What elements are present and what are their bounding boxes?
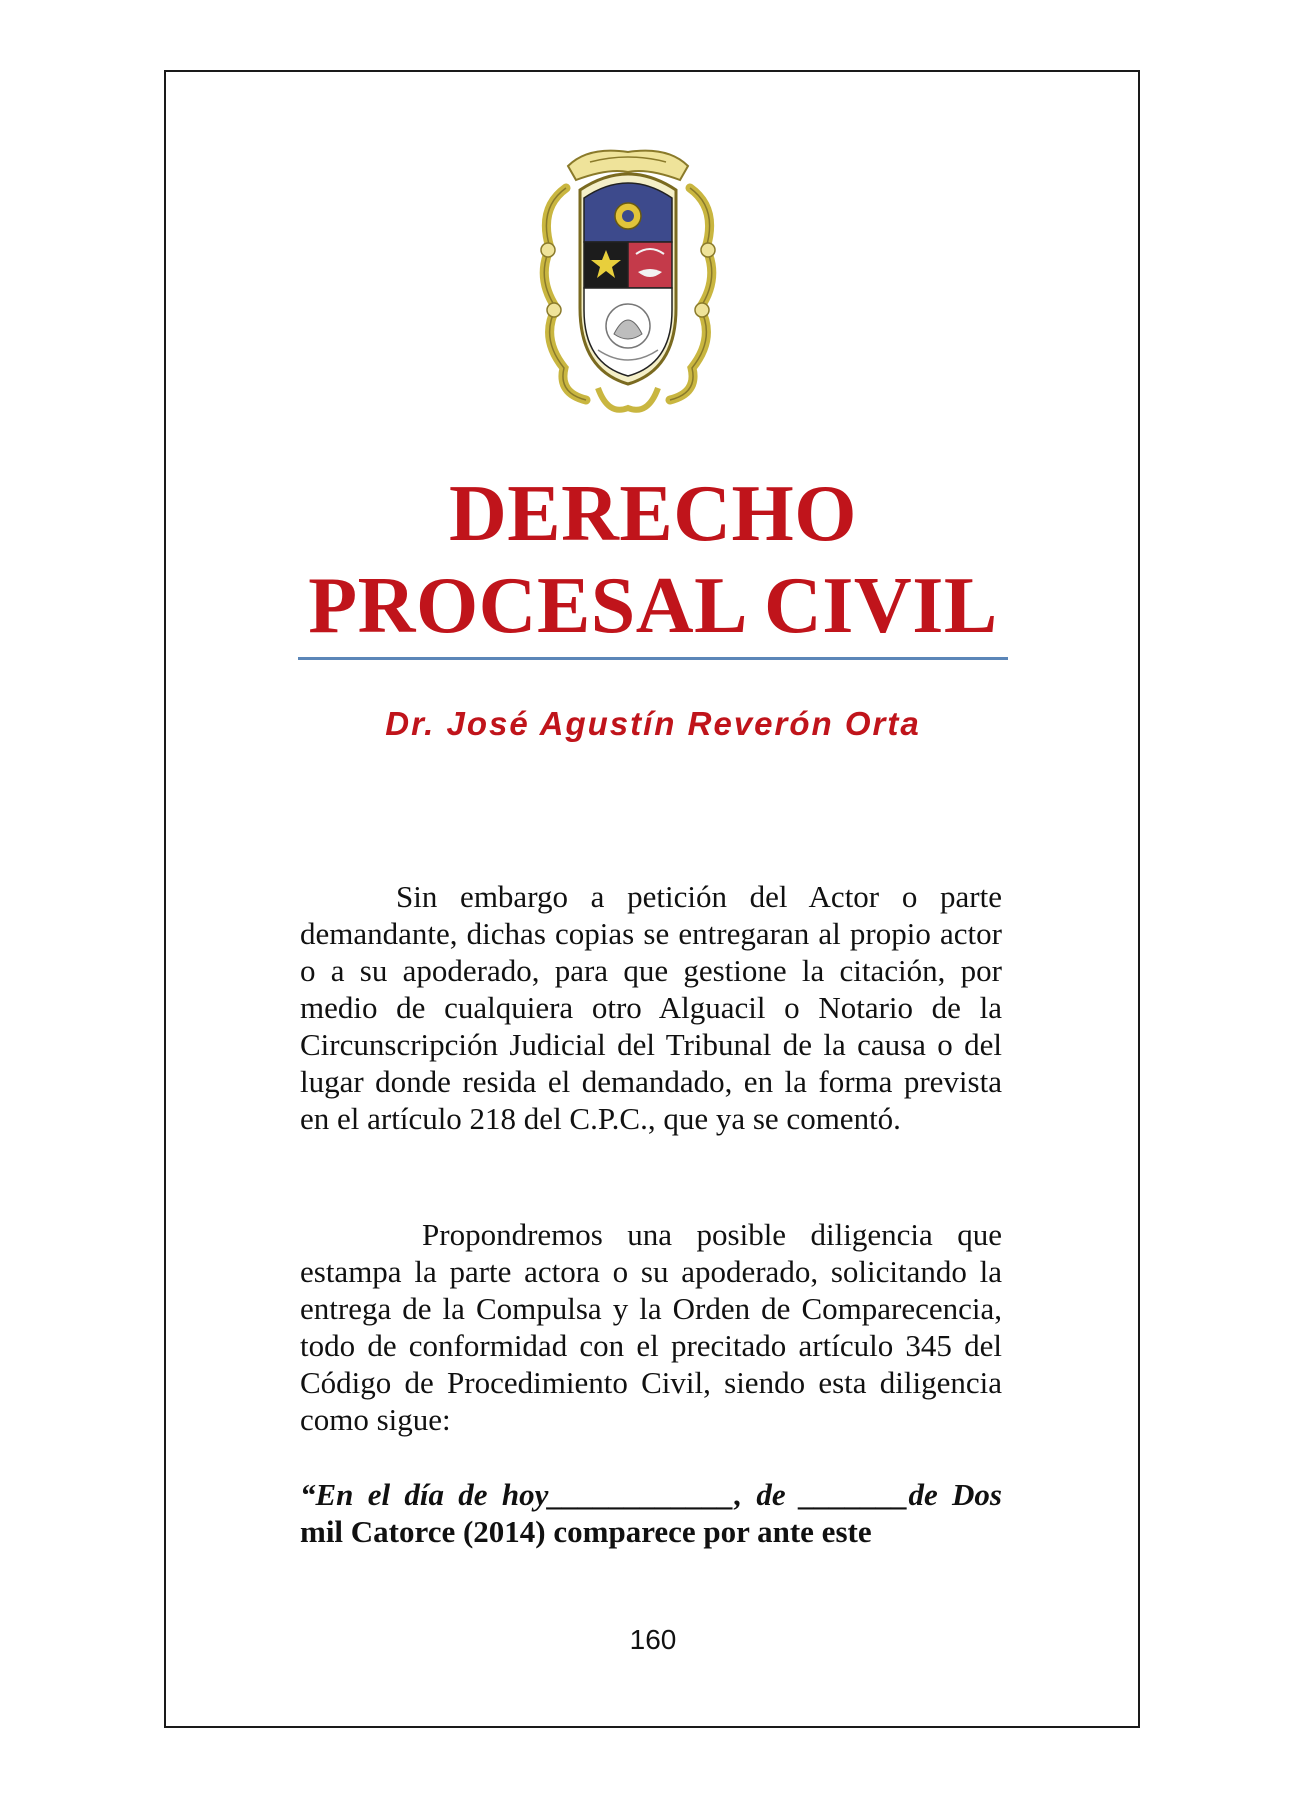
title-line-2: PROCESAL CIVIL bbox=[308, 562, 998, 650]
paragraph-1: Sin embargo a petición del Actor o parte demandante, dichas copias se entregaran al propio actor o a su apoderado, para que gestione la citación, por medio de cualquiera otro Alguacil o Notario de la Circunscripción Judicial del Tribunal de la causa o del lugar donde resida el demandado, en la forma prevista en el artículo 218 del C.P.C., que ya se comentó. bbox=[300, 879, 1002, 1136]
paragraph-2: Propondremos una posible diligencia que estampa la parte actora o su apoderado, solicitando la entrega de la Compulsa y la Orden de Comparecencia, todo de conformidad con el precitado artículo 345 del Código de Procedimiento Civil, siendo esta diligencia como sigue: bbox=[300, 1217, 1002, 1437]
quote-continuation: mil Catorce (2014) comparece por ante este bbox=[300, 1514, 872, 1549]
quote-opening: “En el día de hoy____________, de _______de Dos bbox=[300, 1477, 1002, 1512]
book-title bbox=[298, 468, 1008, 652]
title-line-1: DERECHO bbox=[449, 470, 857, 558]
author-name: Dr. José Agustín Reverón Orta bbox=[385, 705, 921, 742]
coat-of-arms-icon bbox=[528, 138, 728, 420]
paragraph-3-quote bbox=[300, 1476, 1002, 1550]
title-divider bbox=[298, 657, 1008, 660]
page-number: 160 bbox=[629, 1624, 677, 1655]
